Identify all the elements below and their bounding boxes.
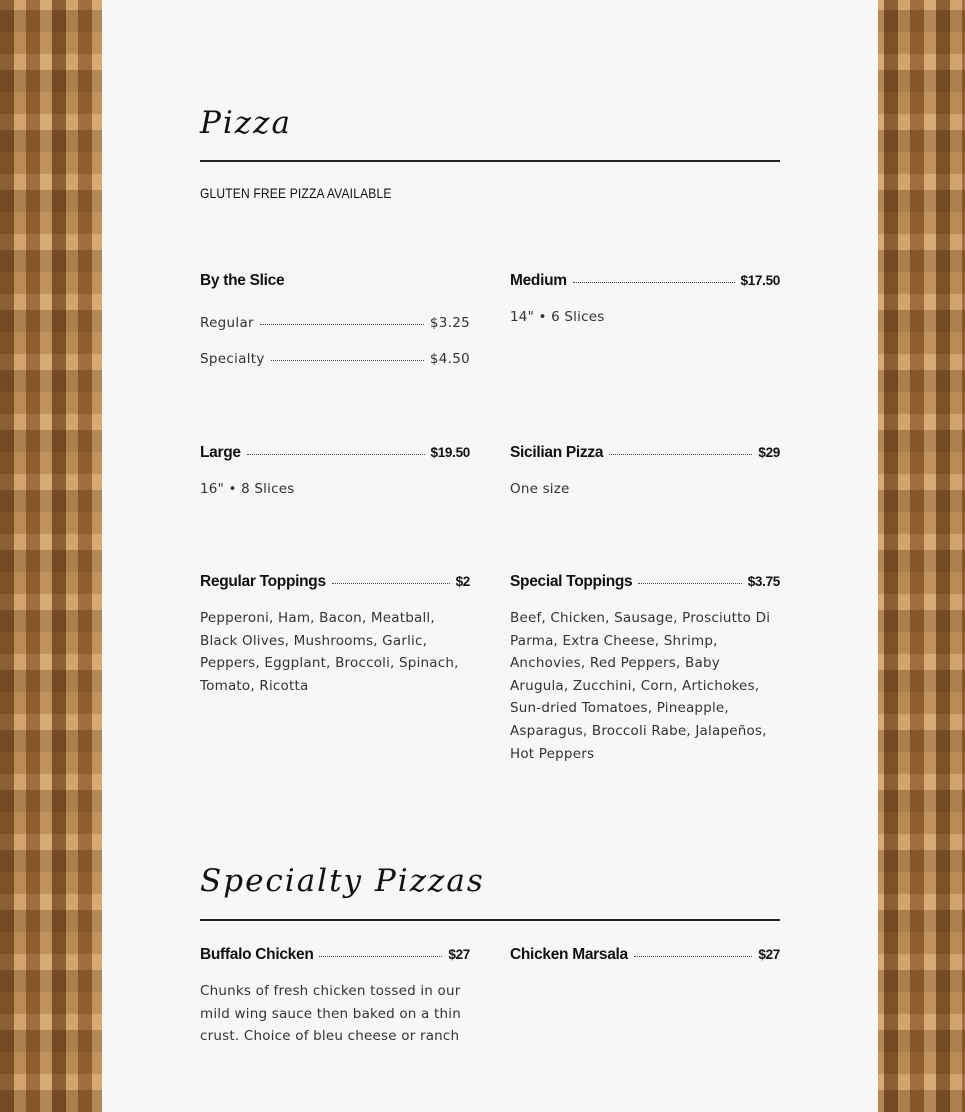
item-name: Special Toppings: [510, 573, 633, 590]
item-price: $3.75: [747, 574, 780, 589]
item-price: $2: [455, 574, 470, 589]
gluten-free-note: GLUTEN FREE PIZZA AVAILABLE: [200, 185, 392, 201]
menu-item-regular-toppings: [200, 573, 470, 591]
section-title-specialty-pizzas: Specialty Pizzas: [200, 863, 485, 899]
dot-leader: [247, 453, 425, 455]
menu-item-buffalo-chicken: [200, 946, 470, 964]
item-description: 16" • 8 Slices: [200, 481, 295, 497]
dot-leader: [332, 582, 450, 584]
item-description: Chunks of fresh chicken tossed in our mild wing sauce then baked on a thin crust. Choice of bleu cheese or ranch: [200, 983, 461, 1045]
menu-item-sicilian: [510, 444, 780, 462]
menu-item-special-toppings: [510, 573, 780, 591]
dot-leader: [609, 453, 752, 455]
item-price: $4.50: [429, 351, 470, 367]
item-price: $27: [758, 947, 780, 962]
dot-leader: [260, 323, 424, 325]
item-price: $29: [758, 445, 780, 460]
by-the-slice-heading: By the Slice: [200, 272, 285, 289]
item-name: Specialty: [200, 351, 265, 367]
item-name: Large: [200, 444, 241, 461]
dot-leader: [634, 955, 753, 957]
dot-leader: [573, 281, 735, 283]
item-name: Medium: [510, 272, 567, 289]
item-description: Beef, Chicken, Sausage, Prosciutto Di Parma, Extra Cheese, Shrimp, Anchovies, Red Peppers, Baby Arugula, Zucchini, Corn, Artichokes, Sun-dried Tomatoes, Pineapple, Asparagus, Broccoli Rabe, Jalapeños, Hot Peppers: [510, 610, 771, 762]
menu-item-chicken-marsala: [510, 946, 780, 964]
item-name: Regular Toppings: [200, 573, 326, 590]
item-price: $19.50: [430, 445, 470, 460]
section-title-pizza: Pizza: [200, 105, 292, 141]
dot-leader: [319, 955, 442, 957]
item-name: Chicken Marsala: [510, 946, 628, 963]
dot-leader: [271, 359, 424, 361]
item-description: One size: [510, 481, 570, 497]
menu-item-medium: [510, 272, 780, 290]
item-name: Sicilian Pizza: [510, 444, 604, 461]
menu-item-regular-slice: [200, 315, 470, 331]
item-price: $27: [448, 947, 470, 962]
item-description: 14" • 6 Slices: [510, 309, 605, 325]
menu-item-specialty-slice: [200, 351, 470, 367]
item-price: $3.25: [429, 315, 470, 331]
item-price: $17.50: [740, 273, 780, 288]
menu-item-large: [200, 444, 470, 462]
item-name: Regular: [200, 315, 254, 331]
item-description: Pepperoni, Ham, Bacon, Meatball, Black Olives, Mushrooms, Garlic, Peppers, Eggplant, Broccoli, Spinach, Tomato, Ricotta: [200, 610, 459, 694]
item-name: Buffalo Chicken: [200, 946, 314, 963]
section-divider: [200, 160, 780, 162]
dot-leader: [638, 582, 741, 584]
section-divider: [200, 919, 780, 921]
